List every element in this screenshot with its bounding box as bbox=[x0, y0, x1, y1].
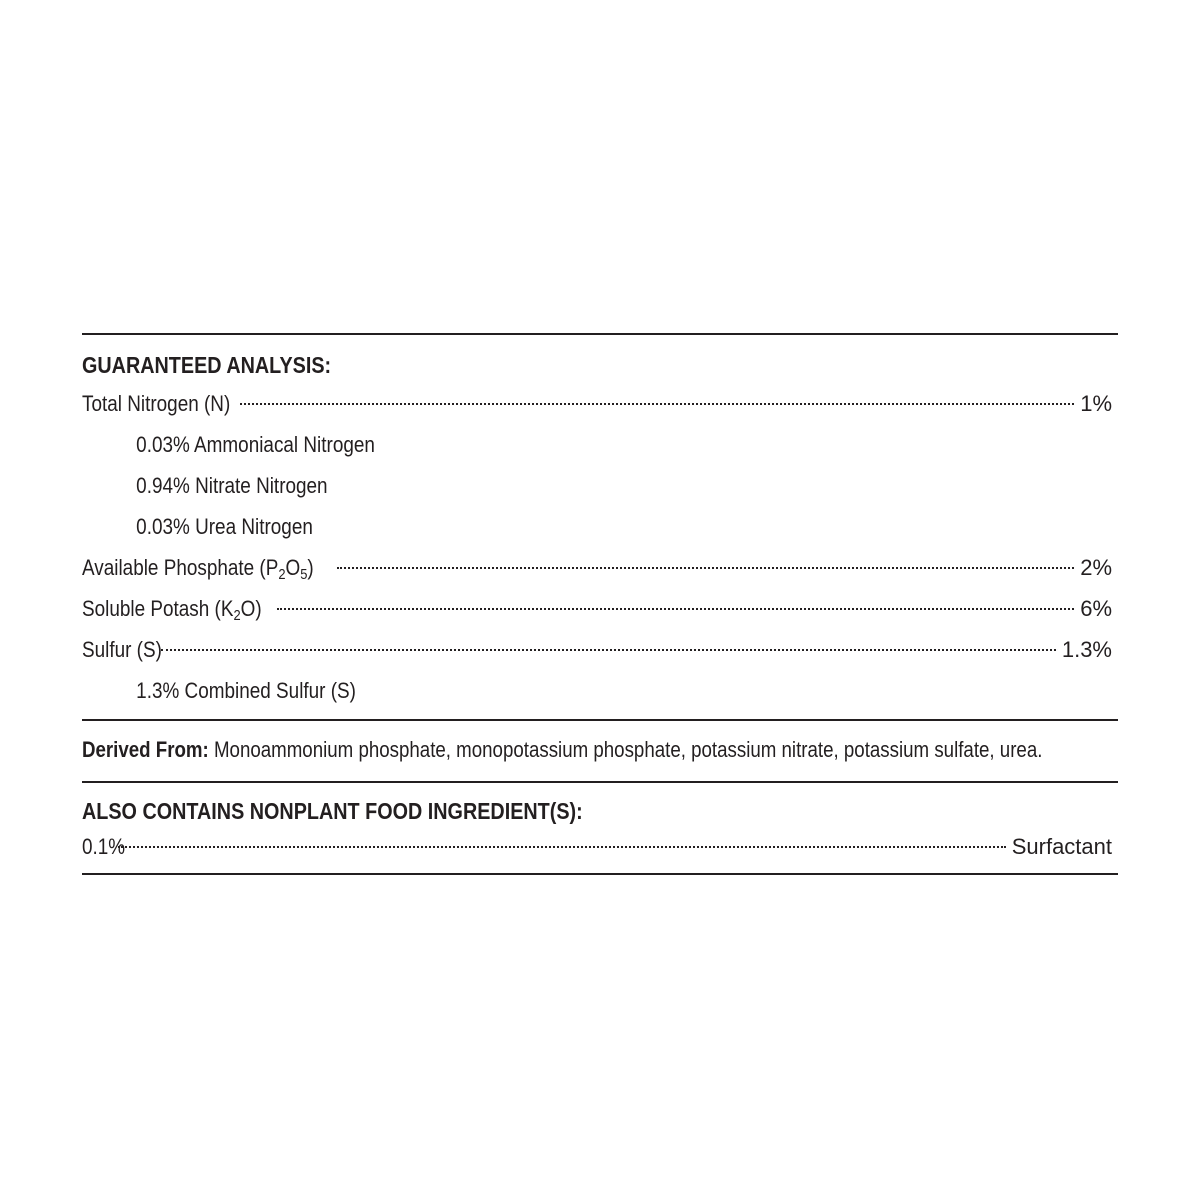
bottom-rule bbox=[82, 873, 1118, 875]
guaranteed-analysis-heading: GUARANTEED ANALYSIS: bbox=[82, 352, 332, 378]
sulfur-form-row bbox=[82, 670, 1112, 711]
phosphate-value: 2% bbox=[1080, 555, 1112, 580]
dot-leader bbox=[240, 403, 1074, 405]
urea-nitrogen: 0.03% Urea Nitrogen bbox=[136, 514, 313, 539]
sulfur-row bbox=[82, 629, 1112, 670]
dot-leader bbox=[161, 649, 1056, 651]
sulfur-value: 1.3% bbox=[1061, 637, 1112, 662]
total-nitrogen-value: 1% bbox=[1080, 391, 1112, 416]
phosphate-label: Available Phosphate $(P_2O_5)$ bbox=[82, 555, 314, 583]
nonplant-ingredient: Surfactant bbox=[1011, 834, 1112, 859]
nonplant-amount: 0.1% bbox=[82, 834, 126, 859]
dot-leader bbox=[337, 567, 1074, 569]
potash-row bbox=[82, 588, 1112, 629]
potash-value: 6% bbox=[1080, 596, 1112, 621]
potash-label: Soluble Potash $(K_2O)$ bbox=[82, 596, 262, 624]
derived-from-text: Monoammonium phosphate, monopotassium phosphate, potassium nitrate, potassium sulfate, urea. bbox=[208, 737, 1043, 762]
nonplant-heading: ALSO CONTAINS NONPLANT FOOD INGREDIENT(S): bbox=[82, 798, 583, 824]
top-rule bbox=[82, 333, 1118, 335]
dot-leader bbox=[118, 846, 1006, 848]
dot-leader bbox=[277, 608, 1074, 610]
nitrate-nitrogen: 0.94% Nitrate Nitrogen bbox=[136, 473, 328, 498]
derived-rule bbox=[82, 781, 1118, 783]
total-nitrogen-row bbox=[82, 383, 1112, 424]
combined-sulfur: 1.3% Combined Sulfur (S) bbox=[136, 678, 356, 703]
fertilizer-label bbox=[82, 333, 1118, 875]
nitrogen-form-row bbox=[82, 424, 1112, 465]
derived-from-label: Derived From: bbox=[82, 737, 209, 762]
sulfur-label: Sulfur (S) bbox=[82, 637, 162, 662]
total-nitrogen-label: Total Nitrogen (N) bbox=[82, 391, 231, 416]
derived-from bbox=[82, 721, 1043, 781]
ammoniacal-nitrogen: 0.03% Ammoniacal Nitrogen bbox=[136, 432, 375, 457]
nitrogen-form-row bbox=[82, 465, 1112, 506]
nonplant-row bbox=[82, 829, 1112, 865]
phosphate-row bbox=[82, 547, 1112, 588]
nitrogen-form-row bbox=[82, 506, 1112, 547]
